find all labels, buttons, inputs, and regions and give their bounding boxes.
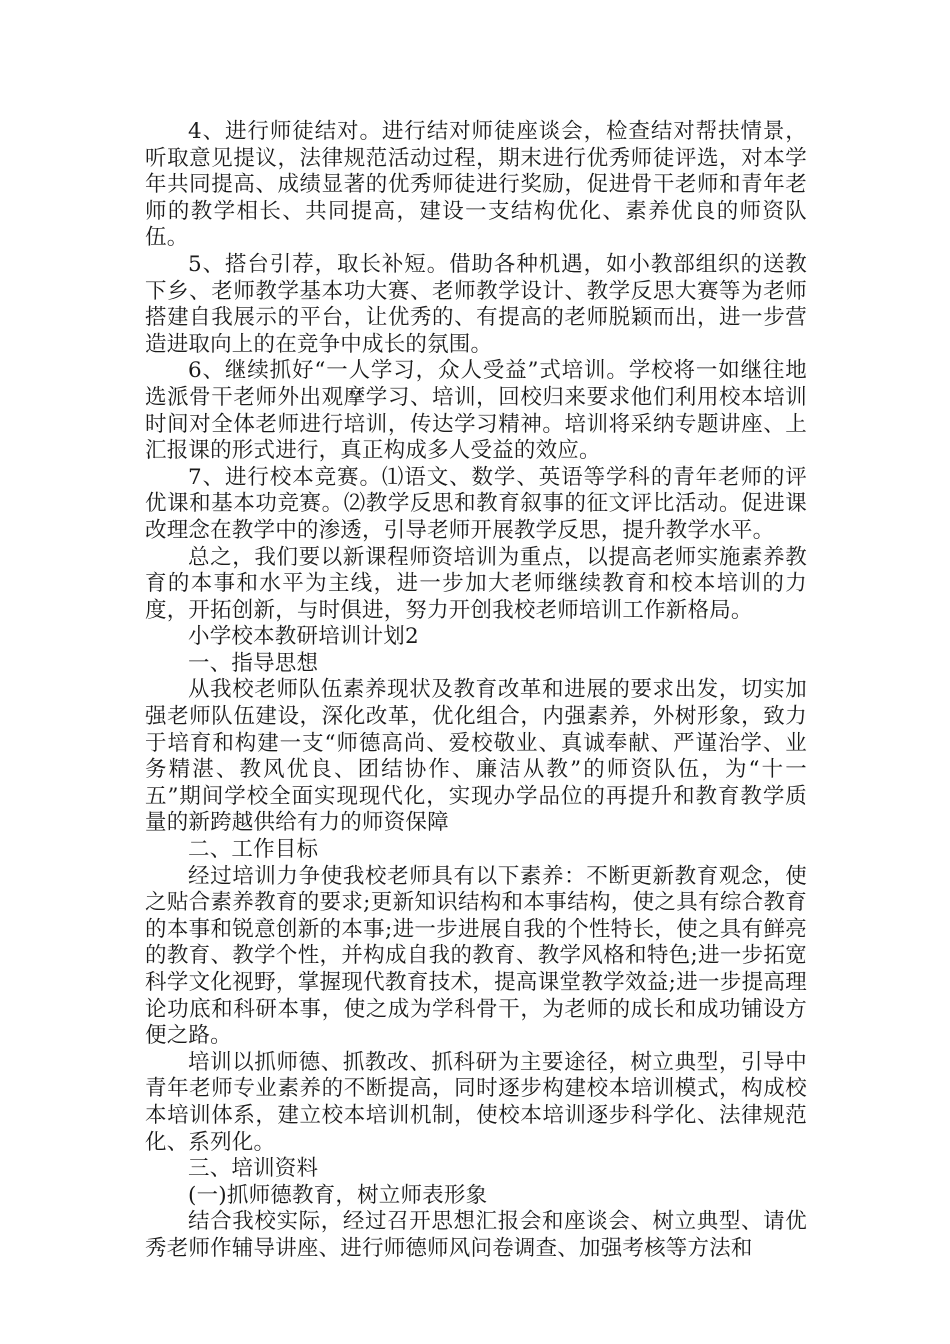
document-body (145, 119, 807, 1263)
paragraph-summary: 总之，我们要以新课程师资培训为重点，以提高老师实施素养教育的本事和水平为主线，进一步加大老师继续教育和校本培训的力度，开拓创新，与时俱进，努力开创我校老师培训工作新格局。 (145, 544, 807, 623)
paragraph-item-5: 5、搭台引荐，取长补短。借助各种机遇，如小教部组织的送教下乡、老师教学基本功大赛、老师教学设计、教学反思大赛等为老师搭建自我展示的平台，让优秀的、有提高的老师脱颖而出，进一步营造进取向上的在竞争中成长的氛围。 (145, 251, 807, 357)
paragraph-item-4: 4、进行师徒结对。进行结对师徒座谈会，检查结对帮扶情景，听取意见提议，法律规范活动过程，期末进行优秀师徒评选，对本学年共同提高、成绩显著的优秀师徒进行奖励，促进骨干老师和青年老师的教学相长、共同提高，建设一支结构优化、素养优良的师资队伍。 (145, 119, 807, 251)
paragraph-item-6: 6、继续抓好“一人学习，众人受益”式培训。学校将一如继往地选派骨干老师外出观摩学习、培训，回校归来要求他们利用校本培训时间对全体老师进行培训，传达学习精神。培训将采纳专题讲座、上汇报课的形式进行，真正构成多人受益的效应。 (145, 358, 807, 464)
paragraph-work-goals: 经过培训力争使我校老师具有以下素养：不断更新教育观念，使之贴合素养教育的要求;更新知识结构和本事结构，使之具有综合教育的本事和锐意创新的本事;进一步进展自我的个性特长，使之具有鲜亮的教育、教学个性，并构成自我的教育、教学风格和特色;进一步拓宽科学文化视野，掌握现代教育技术，提高课堂教学效益;进一步提高理论功底和科研本事，使之成为学科骨干，为老师的成长和成功铺设方便之路。 (145, 863, 807, 1049)
section-title: 小学校本教研培训计划2 (188, 624, 419, 650)
heading-guiding-ideology: 一、指导思想 (188, 650, 319, 676)
subheading-ethics-education: (一)抓师德教育，树立师表形象 (188, 1182, 488, 1208)
paragraph-ethics-education: 结合我校实际，经过召开思想汇报会和座谈会、树立典型、请优秀老师作辅导讲座、进行师德师风问卷调查、加强考核等方法和 (145, 1209, 807, 1261)
paragraph-guiding-ideology: 从我校老师队伍素养现状及教育改革和进展的要求出发，切实加强老师队伍建设，深化改革，优化组合，内强素养，外树形象，致力于培育和构建一支“师德高尚、爱校敬业、真诚奉献、严谨治学、业务精湛、教风优良、团结协作、廉洁从教”的师资队伍，为“十一五”期间学校全面实现现代化，实现办学品位的再提升和教育教学质量的新跨越供给有力的师资保障 (145, 677, 807, 836)
paragraph-item-7: 7、进行校本竞赛。⑴语文、数学、英语等学科的青年老师的评优课和基本功竞赛。⑵教学反思和教育叙事的征文评比活动。促进课改理念在教学中的渗透，引导老师开展教学反思，提升教学水平。 (145, 464, 807, 543)
heading-work-goals: 二、工作目标 (188, 837, 319, 863)
heading-training-materials: 三、培训资料 (188, 1156, 319, 1182)
paragraph-training-approach: 培训以抓师德、抓教改、抓科研为主要途径，树立典型，引导中青年老师专业素养的不断提高，同时逐步构建校本培训模式，构成校本培训体系，建立校本培训机制，使校本培训逐步科学化、法律规范化、系列化。 (145, 1049, 807, 1155)
